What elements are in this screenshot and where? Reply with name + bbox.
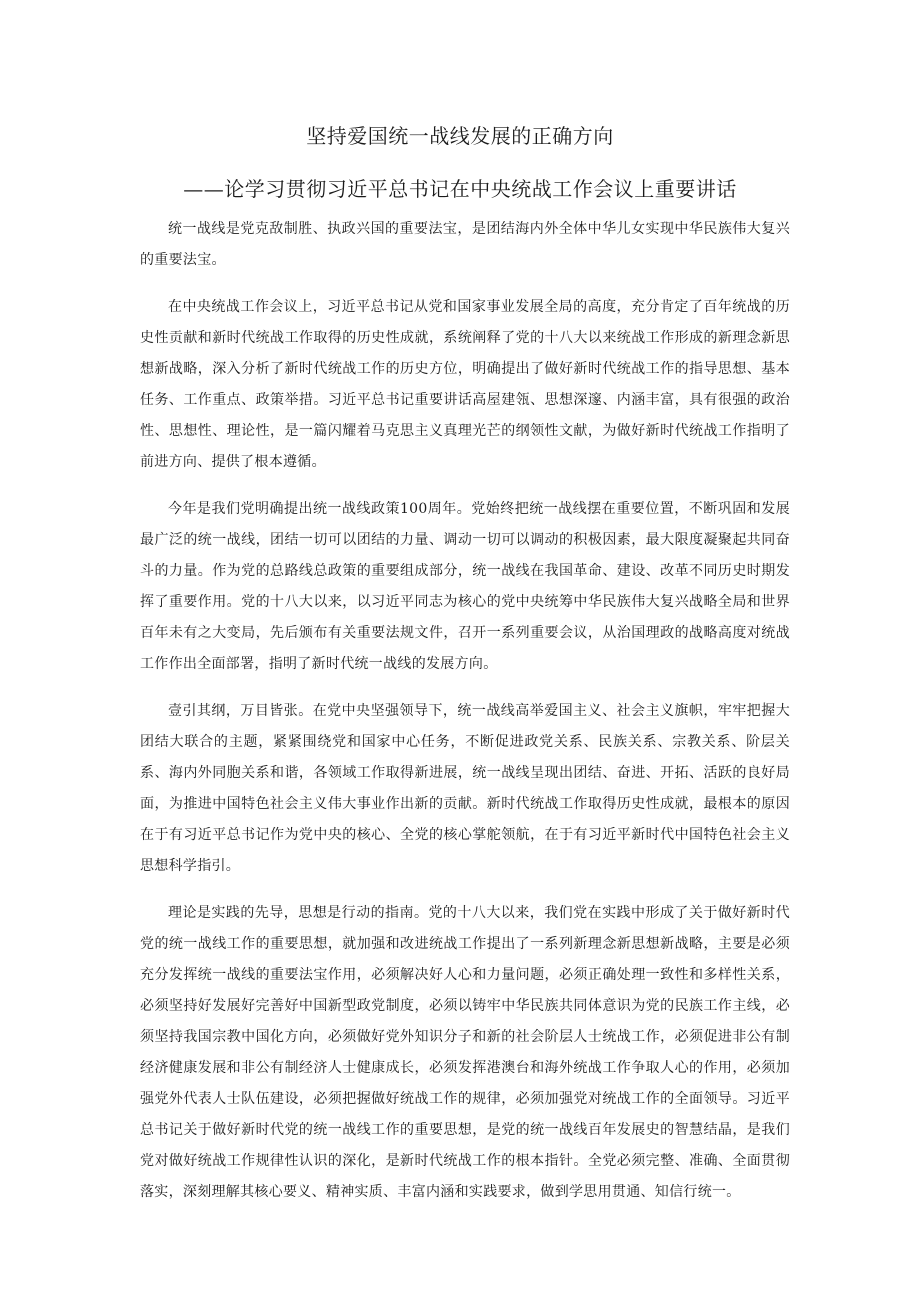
paragraph-2: 在中央统战工作会议上，习近平总书记从党和国家事业发展全局的高度，充分肯定了百年统战的历史性贡献和新时代统战工作取得的历史性成就，系统阐释了党的十八大以来统战工作形成的新理念新思想新战略，深入分析了新时代统战工作的历史方位，明确提出了做好新时代统战工作的指导思想、基本任务、工作重点、政策举措。习近平总书记重要讲话高屋建瓴、思想深邃、内涵丰富，具有很强的政治性、思想性、理论性，是一篇闪耀着马克思主义真理光芒的纲领性文献，为做好新时代统战工作指明了前进方向、提供了根本遵循。	[140, 299, 790, 470]
paragraph-4: 壹引其纲，万目皆张。在党中央坚强领导下，统一战线高举爱国主义、社会主义旗帜，牢牢把握大团结大联合的主题，紧紧围绕党和国家中心任务，不断促进政党关系、民族关系、宗教关系、阶层关系、海内外同胞关系和谐，各领域工作取得新进展，统一战线呈现出团结、奋进、开拓、活跃的良好局面，为推进中国特色社会主义伟大事业作出新的贡献。新时代统战工作取得历史性成就，最根本的原因在于有习近平总书记作为党中央的核心、全党的核心掌舵领航，在于有习近平新时代中国特色社会主义思想科学指引。	[140, 703, 790, 874]
paragraph-1: 统一战线是党克敌制胜、执政兴国的重要法宝，是团结海内外全体中华儿女实现中华民族伟大复兴的重要法宝。	[140, 221, 790, 268]
paragraph-3: 今年是我们党明确提出统一战线政策100周年。党始终把统一战线摆在重要位置，不断巩固和发展最广泛的统一战线，团结一切可以团结的力量、调动一切可以调动的积极因素，最大限度凝聚起共同奋斗的力量。作为党的总路线总政策的重要组成部分，统一战线在我国革命、建设、改革不同历史时期发挥了重要作用。党的十八大以来，以习近平同志为核心的党中央统筹中华民族伟大复兴战略全局和世界百年未有之大变局，先后颁布有关重要法规文件，召开一系列重要会议，从治国理政的战略高度对统战工作作出全面部署，指明了新时代统一战线的发展方向。	[140, 501, 790, 672]
document-title: 坚持爱国统一战线发展的正确方向	[306, 124, 614, 148]
document-body	[140, 214, 790, 1224]
paragraph-5: 理论是实践的先导，思想是行动的指南。党的十八大以来，我们党在实践中形成了关于做好新时代党的统一战线工作的重要思想，就加强和改进统战工作提出了一系列新理念新思想新战略，主要是必须充分发挥统一战线的重要法宝作用，必须解决好人心和力量问题，必须正确处理一致性和多样性关系，必须坚持好发展好完善好中国新型政党制度，必须以铸牢中华民族共同体意识为党的民族工作主线，必须坚持我国宗教中国化方向，必须做好党外知识分子和新的社会阶层人士统战工作，必须促进非公有制经济健康发展和非公有制经济人士健康成长，必须发挥港澳台和海外统战工作争取人心的作用，必须加强党外代表人士队伍建设，必须把握做好统战工作的规律，必须加强党对统战工作的全面领导。习近平总书记关于做好新时代党的统一战线工作的重要思想，是党的统一战线百年发展史的智慧结晶，是我们党对做好统战工作规律性认识的深化，是新时代统战工作的根本指针。全党必须完整、准确、全面贯彻落实，深刻理解其核心要义、精神实质、丰富内涵和实践要求，做到学思用贯通、知信行统一。	[140, 905, 790, 1200]
document-subtitle: ——论学习贯彻习近平总书记在中央统战工作会议上重要讲话	[183, 177, 737, 201]
